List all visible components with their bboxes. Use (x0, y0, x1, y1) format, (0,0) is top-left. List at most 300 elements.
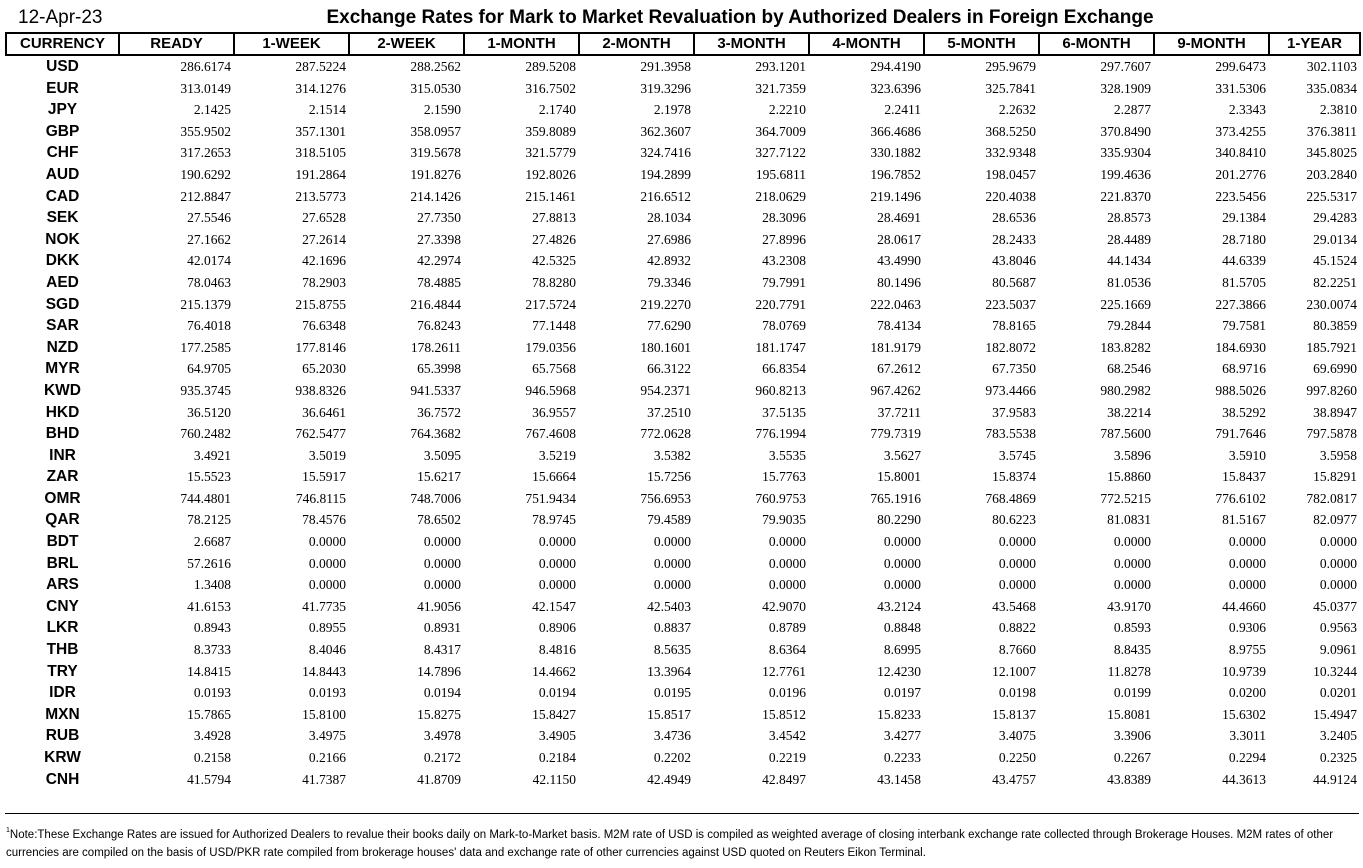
rate-cell: 2.1978 (653, 102, 691, 118)
rate-cell: 0.0000 (1113, 555, 1151, 571)
rate-cell: 79.7581 (1222, 318, 1266, 334)
table-row (6, 358, 1360, 380)
table-row (6, 682, 1360, 704)
table-row (6, 531, 1360, 553)
rate-cell: 0.0000 (308, 534, 346, 550)
rate-cell: 3.5019 (308, 447, 346, 463)
rate-cell: 791.7646 (1215, 426, 1266, 442)
rate-cell: 78.0463 (187, 274, 231, 290)
rate-cell: 80.3859 (1313, 318, 1357, 334)
rate-cell: 295.9679 (985, 59, 1036, 74)
rate-cell: 3.3011 (1229, 728, 1266, 744)
rate-cell: 217.5724 (525, 296, 576, 312)
rate-cell: 184.6930 (1215, 339, 1266, 355)
rate-cell: 220.7791 (755, 296, 806, 312)
rate-cell: 196.7852 (870, 166, 921, 182)
currency-code: MYR (45, 360, 80, 378)
column-header-currency: CURRENCY (6, 33, 119, 55)
rate-cell: 297.7607 (1100, 59, 1151, 74)
rate-cell: 748.7006 (410, 490, 461, 506)
rate-cell: 216.6512 (640, 188, 691, 204)
rate-cell: 14.8443 (302, 663, 346, 679)
footnote-divider (5, 813, 1359, 814)
currency-code: EUR (46, 79, 79, 97)
rate-cell: 81.0536 (1107, 274, 1151, 290)
rate-cell: 79.7991 (762, 274, 806, 290)
rate-cell: 318.5105 (295, 145, 346, 161)
rate-cell: 0.2219 (768, 750, 806, 765)
rate-cell: 43.2308 (762, 253, 806, 269)
rate-cell: 28.8573 (1107, 210, 1151, 226)
rate-cell: 42.1150 (532, 771, 576, 787)
rate-cell: 28.1034 (647, 210, 691, 226)
rate-cell: 225.1669 (1100, 296, 1151, 312)
rate-cell: 177.2585 (180, 339, 231, 355)
rate-cell: 331.5306 (1215, 80, 1266, 96)
rate-cell: 43.1458 (877, 771, 921, 787)
rate-cell: 42.1696 (302, 253, 346, 269)
rate-cell: 3.5219 (538, 447, 576, 463)
currency-code: SGD (45, 295, 80, 313)
rate-cell: 41.9056 (417, 598, 461, 614)
rate-cell: 8.6364 (768, 642, 806, 658)
table-row (6, 574, 1360, 596)
rate-cell: 78.8280 (532, 274, 576, 290)
rate-cell: 37.9583 (992, 404, 1036, 420)
rate-cell: 183.8282 (1100, 339, 1151, 355)
rate-cell: 43.8389 (1107, 771, 1151, 787)
rate-cell: 0.0000 (768, 577, 806, 593)
rate-cell: 179.0356 (525, 339, 576, 355)
rate-cell: 938.8326 (295, 382, 346, 398)
rate-cell: 221.8370 (1100, 188, 1151, 204)
currency-code: KRW (44, 749, 81, 766)
column-header-4-month: 4-MONTH (809, 33, 924, 55)
rate-cell: 359.8089 (525, 123, 576, 139)
table-row (6, 55, 1360, 78)
rate-cell: 44.6339 (1222, 253, 1266, 269)
rate-cell: 3.5910 (1228, 447, 1266, 463)
rate-cell: 12.1007 (992, 663, 1036, 679)
currency-code: TRY (47, 662, 78, 680)
rate-cell: 0.0000 (423, 577, 461, 593)
currency-code: ZAR (46, 468, 79, 486)
rate-cell: 340.8410 (1215, 145, 1266, 161)
rate-cell: 0.8593 (1113, 620, 1151, 636)
rate-cell: 27.1662 (187, 231, 231, 247)
rate-cell: 760.2482 (180, 426, 231, 442)
rate-cell: 180.1601 (640, 339, 691, 355)
rate-cell: 227.3866 (1215, 296, 1266, 312)
currency-code: QAR (45, 511, 80, 529)
rate-cell: 78.4576 (302, 512, 346, 528)
rate-cell: 27.4826 (532, 231, 576, 247)
rate-cell: 29.1384 (1222, 210, 1266, 226)
rate-cell: 317.2653 (180, 145, 231, 161)
rate-cell: 15.8517 (647, 706, 691, 722)
table-row (6, 164, 1360, 186)
rate-cell: 41.7735 (302, 598, 346, 614)
rate-cell: 357.1301 (295, 123, 346, 139)
rate-cell: 362.3607 (640, 123, 691, 139)
rate-cell: 3.5535 (768, 447, 806, 463)
rate-cell: 289.5208 (525, 59, 576, 74)
table-row (6, 250, 1360, 272)
rate-cell: 0.0000 (1228, 577, 1266, 593)
rate-cell: 43.8046 (992, 253, 1036, 269)
rate-cell: 45.0377 (1313, 598, 1357, 614)
rate-cell: 762.5477 (295, 426, 346, 442)
rate-cell: 0.8822 (998, 620, 1036, 636)
rate-cell: 219.1496 (870, 188, 921, 204)
rate-cell: 27.8813 (532, 210, 576, 226)
rate-cell: 765.1916 (870, 490, 921, 506)
rate-cell: 3.5382 (653, 447, 691, 463)
rate-cell: 0.8789 (768, 620, 806, 636)
rate-cell: 0.0193 (308, 685, 346, 701)
rate-cell: 43.2124 (877, 598, 921, 614)
rate-cell: 15.7763 (762, 469, 806, 485)
rate-cell: 3.4978 (423, 728, 461, 744)
table-row (6, 337, 1360, 359)
rate-cell: 0.0196 (768, 685, 806, 701)
rate-cell: 299.6473 (1215, 59, 1266, 74)
column-header-5-month: 5-MONTH (924, 33, 1039, 55)
rate-cell: 8.3733 (193, 642, 231, 658)
rate-cell: 3.2405 (1319, 728, 1357, 744)
rate-cell: 935.3745 (180, 382, 231, 398)
rate-cell: 212.8847 (180, 188, 231, 204)
rate-cell: 57.2616 (187, 555, 231, 571)
rate-cell: 76.6348 (302, 318, 346, 334)
rate-cell: 0.0000 (998, 555, 1036, 571)
rate-cell: 190.6292 (180, 166, 231, 182)
rate-cell: 319.3296 (640, 80, 691, 96)
rate-cell: 215.8755 (295, 296, 346, 312)
rate-cell: 230.0074 (1306, 296, 1357, 312)
rate-cell: 954.2371 (640, 382, 691, 398)
rate-cell: 201.2776 (1215, 166, 1266, 182)
rate-cell: 78.0769 (762, 318, 806, 334)
rate-cell: 42.0174 (187, 253, 231, 269)
rate-cell: 3.5095 (423, 447, 461, 463)
rate-cell: 64.9705 (187, 361, 231, 377)
column-header-ready: READY (119, 33, 234, 55)
rate-cell: 42.5325 (532, 253, 576, 269)
rate-cell: 779.7319 (870, 426, 921, 442)
rate-cell: 335.9304 (1100, 145, 1151, 161)
rate-cell: 215.1379 (180, 296, 231, 312)
table-row (6, 142, 1360, 164)
table-row (6, 639, 1360, 661)
column-header-9-month: 9-MONTH (1154, 33, 1269, 55)
rate-cell: 82.0977 (1313, 512, 1357, 528)
rate-cell: 0.2184 (538, 750, 576, 765)
rate-cell: 776.1994 (755, 426, 806, 442)
column-header-2-week: 2-WEEK (349, 33, 464, 55)
rate-cell: 0.0000 (308, 555, 346, 571)
rate-cell: 3.3906 (1113, 728, 1151, 744)
rate-cell: 0.0000 (883, 534, 921, 550)
column-header-1-week: 1-WEEK (234, 33, 349, 55)
rate-cell: 27.8996 (762, 231, 806, 247)
rate-cell: 0.0000 (1319, 555, 1357, 571)
rate-cell: 0.2166 (308, 750, 346, 765)
rate-cell: 79.2844 (1107, 318, 1151, 334)
rate-cell: 14.7896 (417, 663, 461, 679)
rate-cell: 15.6217 (417, 469, 461, 485)
table-row (6, 704, 1360, 726)
rate-cell: 3.4736 (653, 728, 691, 744)
rate-cell: 76.4018 (187, 318, 231, 334)
rate-cell: 746.8115 (295, 490, 346, 506)
currency-code: CHF (46, 144, 79, 162)
rate-cell: 3.4277 (883, 728, 921, 744)
rate-cell: 27.7350 (417, 210, 461, 226)
rate-cell: 191.2864 (295, 166, 346, 182)
table-row (6, 315, 1360, 337)
rate-cell: 3.4075 (998, 728, 1036, 744)
rate-cell: 0.0000 (653, 534, 691, 550)
rate-cell: 192.8026 (525, 166, 576, 182)
rate-cell: 28.3096 (762, 210, 806, 226)
rate-cell: 69.6990 (1313, 361, 1357, 377)
rate-cell: 0.0201 (1319, 685, 1357, 701)
rate-cell: 0.8955 (308, 620, 346, 636)
currency-code: CNH (45, 770, 80, 788)
rate-cell: 27.5546 (187, 210, 231, 226)
rate-cell: 0.8848 (883, 620, 921, 636)
rate-cell: 216.4844 (410, 296, 461, 312)
rate-cell: 44.9124 (1313, 771, 1357, 787)
rate-cell: 314.1276 (295, 80, 346, 96)
rate-cell: 42.5403 (647, 598, 691, 614)
report-title: Exchange Rates for Mark to Market Revaluation by Authorized Dealers in Foreign Exchange (326, 7, 1154, 28)
rate-cell: 1.3408 (193, 577, 231, 593)
rate-cell: 37.5135 (762, 404, 806, 420)
rate-cell: 0.0000 (768, 555, 806, 571)
rate-cell: 42.1547 (532, 598, 576, 614)
currency-code: SAR (46, 317, 79, 335)
rate-cell: 2.1740 (538, 102, 576, 118)
rate-cell: 81.5705 (1222, 274, 1266, 290)
rate-cell: 768.4869 (985, 490, 1036, 506)
rate-cell: 0.2325 (1319, 750, 1357, 765)
currency-code: INR (49, 446, 76, 464)
rate-cell: 12.4230 (877, 663, 921, 679)
rate-cell: 66.8354 (762, 361, 806, 377)
rate-cell: 79.3346 (647, 274, 691, 290)
rate-cell: 41.5794 (187, 771, 231, 787)
rate-cell: 15.7865 (187, 706, 231, 722)
rate-cell: 3.4921 (193, 447, 231, 463)
rate-cell: 181.9179 (870, 339, 921, 355)
rate-cell: 2.2632 (998, 102, 1036, 118)
rate-cell: 2.6687 (193, 534, 231, 550)
rate-cell: 0.0000 (1319, 534, 1357, 550)
currency-code: BRL (46, 554, 79, 572)
rate-cell: 941.5337 (410, 382, 461, 398)
rate-cell: 82.2251 (1313, 274, 1357, 290)
report-date: 12-Apr-23 (18, 7, 103, 28)
rate-cell: 15.8001 (877, 469, 921, 485)
table-row (6, 769, 1360, 791)
rate-cell: 370.8490 (1100, 123, 1151, 139)
table-body (6, 55, 1360, 790)
rate-cell: 8.6995 (883, 642, 921, 658)
rate-cell: 14.4662 (532, 663, 576, 679)
rate-cell: 27.6986 (647, 231, 691, 247)
rate-cell: 38.2214 (1107, 404, 1151, 420)
rate-cell: 42.4949 (647, 771, 691, 787)
rate-cell: 355.9502 (180, 123, 231, 139)
table-row (6, 747, 1360, 769)
rate-cell: 15.7256 (647, 469, 691, 485)
column-header-1-month: 1-MONTH (464, 33, 579, 55)
rate-cell: 3.5896 (1113, 447, 1151, 463)
rate-cell: 0.8837 (653, 620, 691, 636)
rate-cell: 78.4885 (417, 274, 461, 290)
rate-cell: 15.8860 (1107, 469, 1151, 485)
rate-cell: 36.7572 (417, 404, 461, 420)
currency-code: CNY (46, 597, 79, 615)
rate-cell: 223.5037 (985, 296, 1036, 312)
rate-cell: 364.7009 (755, 123, 806, 139)
rate-cell: 287.5224 (295, 59, 346, 74)
rate-cell: 214.1426 (410, 188, 461, 204)
rate-cell: 0.0194 (538, 685, 576, 701)
currency-code: SEK (46, 209, 79, 227)
currency-code: LKR (46, 619, 79, 637)
rate-cell: 358.0957 (410, 123, 461, 139)
table-row (6, 294, 1360, 316)
rate-cell: 67.2612 (877, 361, 921, 377)
currency-code: NOK (45, 230, 80, 248)
rate-cell: 332.9348 (985, 145, 1036, 161)
table-row (6, 402, 1360, 424)
exchange-rates-table (5, 32, 1361, 790)
table-row (6, 553, 1360, 575)
rate-cell: 0.0000 (998, 534, 1036, 550)
currency-code: AUD (45, 165, 80, 183)
rate-cell: 3.5745 (998, 447, 1036, 463)
rate-cell: 79.4589 (647, 512, 691, 528)
table-row (6, 488, 1360, 510)
rate-cell: 28.4489 (1107, 231, 1151, 247)
rate-cell: 3.4928 (193, 728, 231, 744)
rate-cell: 0.0000 (1228, 555, 1266, 571)
rate-cell: 42.8932 (647, 253, 691, 269)
rate-cell: 315.0530 (410, 80, 461, 96)
rate-cell: 328.1909 (1100, 80, 1151, 96)
rate-cell: 225.5317 (1306, 188, 1357, 204)
rate-cell: 0.8906 (538, 620, 576, 636)
rate-cell: 0.0000 (423, 534, 461, 550)
rate-cell: 2.1590 (423, 102, 461, 118)
rate-cell: 0.0000 (1113, 534, 1151, 550)
rate-cell: 756.6953 (640, 490, 691, 506)
rate-cell: 80.5687 (992, 274, 1036, 290)
rate-cell: 44.4660 (1222, 598, 1266, 614)
rate-cell: 38.8947 (1313, 404, 1357, 420)
rate-cell: 2.3343 (1228, 102, 1266, 118)
rate-cell: 0.2172 (423, 750, 461, 765)
rate-cell: 321.5779 (525, 145, 576, 161)
rate-cell: 325.7841 (985, 80, 1036, 96)
rate-cell: 199.4636 (1100, 166, 1151, 182)
column-header-3-month: 3-MONTH (694, 33, 809, 55)
rate-cell: 182.8072 (985, 339, 1036, 355)
rate-cell: 783.5538 (985, 426, 1036, 442)
rate-cell: 27.6528 (302, 210, 346, 226)
rate-cell: 36.9557 (532, 404, 576, 420)
rate-cell: 43.5468 (992, 598, 1036, 614)
rate-cell: 45.1524 (1313, 253, 1357, 269)
rate-cell: 291.3958 (640, 59, 691, 74)
rate-cell: 15.6302 (1222, 706, 1266, 722)
rate-cell: 0.0000 (538, 534, 576, 550)
rate-cell: 8.7660 (998, 642, 1036, 658)
rate-cell: 191.8276 (410, 166, 461, 182)
rate-cell: 65.2030 (302, 361, 346, 377)
rate-cell: 43.4757 (992, 771, 1036, 787)
table-row (6, 272, 1360, 294)
rate-cell: 0.0200 (1228, 685, 1266, 701)
rate-cell: 0.0000 (308, 577, 346, 593)
rate-cell: 11.8278 (1107, 663, 1151, 679)
rate-cell: 185.7921 (1306, 339, 1357, 355)
rate-cell: 751.9434 (525, 490, 576, 506)
rate-cell: 997.8260 (1306, 382, 1357, 398)
table-row (6, 78, 1360, 100)
rate-cell: 8.4046 (308, 642, 346, 658)
currency-code: ARS (46, 576, 79, 594)
rate-cell: 80.1496 (877, 274, 921, 290)
rate-cell: 0.0000 (1113, 577, 1151, 593)
currency-code: NZD (46, 338, 79, 356)
rate-cell: 78.8165 (992, 318, 1036, 334)
rate-cell: 302.1103 (1306, 59, 1357, 74)
rate-cell: 376.3811 (1306, 123, 1357, 139)
currency-code: DKK (45, 252, 80, 270)
rate-cell: 0.0195 (653, 685, 691, 701)
rate-cell: 973.4466 (985, 382, 1036, 398)
table-row (6, 207, 1360, 229)
currency-code: JPY (47, 101, 78, 119)
rate-cell: 0.2158 (193, 750, 231, 765)
rate-cell: 78.4134 (877, 318, 921, 334)
rate-cell: 0.0000 (998, 577, 1036, 593)
rate-cell: 797.5878 (1306, 426, 1357, 442)
rate-cell: 80.6223 (992, 512, 1036, 528)
table-row (6, 423, 1360, 445)
rate-cell: 8.9755 (1228, 642, 1266, 658)
rate-cell: 345.8025 (1306, 145, 1357, 161)
rate-cell: 27.2614 (302, 231, 346, 247)
rate-cell: 15.8275 (417, 706, 461, 722)
rate-cell: 0.2233 (883, 750, 921, 765)
footnote (6, 826, 1356, 862)
rate-cell: 744.4801 (180, 490, 231, 506)
rate-cell: 980.2982 (1100, 382, 1151, 398)
table-row (6, 725, 1360, 747)
rate-cell: 286.6174 (180, 59, 231, 74)
column-header-2-month: 2-MONTH (579, 33, 694, 55)
rate-cell: 330.1882 (870, 145, 921, 161)
rate-cell: 0.0197 (883, 685, 921, 701)
rate-cell: 0.0000 (423, 555, 461, 571)
rate-cell: 15.8081 (1107, 706, 1151, 722)
